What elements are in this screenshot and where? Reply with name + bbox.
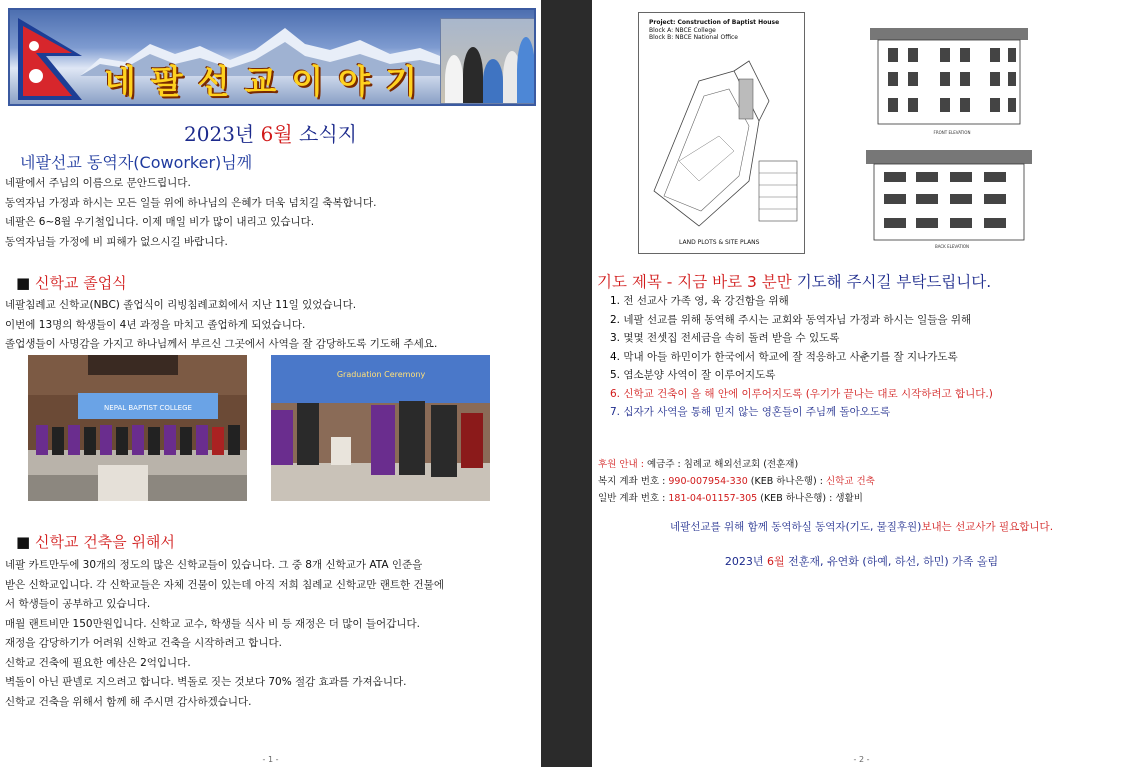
- graduation-line: 네팔침례교 신학교(NBC) 졸업식이 리빙침례교회에서 지난 11일 있었습니다.: [5, 299, 357, 311]
- account-line-2: [598, 490, 875, 507]
- prayer-item: 1. 전 선교사 가족 영, 육 강건함을 위해: [610, 295, 789, 307]
- prayer-item: 2. 네팔 선교를 위해 동역해 주시는 교회와 동역자님 가정과 하시는 일들을 위해: [610, 313, 972, 326]
- greeting-heading: 네팔선교 동역자(Coworker)님께: [20, 153, 253, 172]
- building-paragraph: [5, 556, 537, 712]
- nepal-flag-image: [16, 16, 88, 102]
- prayer-item-text: 십자가 사역을 통해 믿지 않는 영혼들이 주님께 돌아오도록: [623, 406, 891, 418]
- intro-paragraph: [5, 174, 537, 252]
- support-owner-line: [598, 456, 875, 473]
- newsletter-banner: [8, 8, 536, 106]
- prayer-item: 4. 막내 아들 하민이가 한국에서 학교에 잘 적응하고 사춘기를 잘 지나가도록: [610, 350, 958, 363]
- intro-line: 네팔은 6~8월 우기철입니다. 이제 매일 비가 많이 내리고 있습니다.: [5, 216, 315, 228]
- building-elevation-drawing: [860, 6, 1043, 258]
- account1-purpose: 신학교 건축: [825, 476, 875, 487]
- prayer-list: [610, 292, 993, 422]
- building-line: 벽돌이 아닌 판넬로 지으려고 합니다. 벽돌로 짓는 것보다 70% 절감 효과를 가져옵니다.: [5, 676, 407, 688]
- prayer-title-part-a: 기도 제목 - 지금 바로 3 분만: [597, 273, 792, 291]
- plan-block-a: Block A: NBCE College: [649, 27, 716, 34]
- monthly-month: 6월: [260, 122, 293, 146]
- plan-footer: LAND PLOTS & SITE PLANS: [679, 239, 760, 246]
- closing-part-b: 보내는 선교사가 필요합니다.: [921, 521, 1054, 533]
- graduation-line: 졸업생들이 사명감을 가지고 하나님께서 부르신 그곳에서 사역을 잘 감당하도록 기도해 주세요.: [5, 338, 438, 350]
- banner-title: 네팔선교이야기: [103, 62, 433, 101]
- graduation-line: 이번에 13명의 학생들이 4년 과정을 마치고 졸업하게 되었습니다.: [5, 318, 306, 331]
- site-plan-drawing: [638, 12, 805, 254]
- account2-label: 일반 계좌 번호 :: [598, 493, 666, 504]
- prayer-item: 3. 몇몇 전셋집 전세금을 속히 돌려 받을 수 있도록: [610, 332, 840, 344]
- monthly-suffix: 소식지: [299, 122, 357, 146]
- building-line: 신학교 건축을 위해서 함께 해 주시면 감사하겠습니다.: [5, 695, 252, 708]
- page-1: [0, 0, 541, 767]
- account-line-1: [598, 473, 875, 490]
- closing-message: [592, 519, 1131, 534]
- section-title: 신학교 건축을 위해서: [34, 533, 175, 551]
- building-line: 재정을 감당하기가 어려워 신학교 건축을 시작하려고 합니다.: [5, 637, 282, 649]
- elevation-label: BACK ELEVATION: [934, 244, 970, 249]
- plan-block-b: Block B: NBCE National Office: [649, 34, 738, 41]
- prayer-item-text: 전 선교사 가족 영, 육 강건함을 위해: [623, 295, 789, 307]
- elevation-label: FRONT ELEVATION: [933, 130, 971, 135]
- section-building-heading: [16, 531, 175, 552]
- signature-names: 전훈재, 유연화 (하예, 하선, 하민) 가족 올림: [788, 555, 999, 568]
- page-number: - 1 -: [262, 755, 279, 764]
- intro-line: 동역자님 가정과 하시는 모든 일들 위에 하나님의 은혜가 더욱 넘치길 축복합니다.: [5, 196, 377, 209]
- building-line: 서 학생들이 공부하고 있습니다.: [5, 598, 151, 610]
- building-line: 신학교 건축에 필요한 예산은 2억입니다.: [5, 656, 191, 669]
- monthly-year: 2023년: [184, 122, 255, 146]
- signature-month: 6월: [766, 555, 785, 568]
- page-number: - 2 -: [853, 755, 870, 764]
- section-graduation-heading: [16, 272, 127, 293]
- section-title: 신학교 졸업식: [34, 274, 127, 292]
- prayer-item-text: 막내 아들 하민이가 한국에서 학교에 잘 적응하고 사춘기를 잘 지나가도록: [623, 350, 958, 363]
- prayer-title-part-b: 기도해 주시길 부탁드립니다.: [796, 273, 992, 291]
- building-line: 네팔 카트만두에 30개의 정도의 많은 신학교들이 있습니다. 그 중 8개 신학교가 ATA 인준을: [5, 559, 423, 571]
- photo2-banner-text: Graduation Ceremony: [336, 370, 426, 379]
- prayer-item-text: 몇몇 전셋집 전세금을 속히 돌려 받을 수 있도록: [623, 332, 840, 344]
- prayer-item-text: 네팔 선교를 위해 동역해 주시는 교회와 동역자님 가정과 하시는 일들을 위해: [623, 313, 972, 326]
- account1-label: 복지 계좌 번호 :: [598, 476, 666, 487]
- support-info: [598, 456, 875, 507]
- newsletter-date-title: [0, 118, 541, 147]
- prayer-item: 5. 염소분양 사역이 잘 이루어지도록: [610, 369, 776, 381]
- photo1-banner-text: NEPAL BAPTIST COLLEGE: [104, 404, 192, 412]
- plan-title: Project: Construction of Baptist House: [649, 19, 780, 26]
- prayer-item: 7. 십자가 사역을 통해 믿지 않는 영혼들이 주님께 돌아오도록: [610, 406, 891, 418]
- account2-number: 181-04-01157-305: [668, 493, 758, 504]
- prayer-item-text: 신학교 건축이 올 해 안에 이루어지도록 (우기가 끝나는 대로 시작하려고 합니다.): [623, 387, 993, 400]
- support-owner: 예금주 : 침례교 해외선교회 (전훈재): [646, 459, 799, 470]
- square-bullet-icon: ■: [16, 533, 31, 551]
- graduation-photo-ceremony: [271, 355, 490, 501]
- prayer-topics-heading: [597, 270, 991, 292]
- building-line: 받은 신학교입니다. 각 신학교들은 자체 건물이 있는데 아직 저희 침례교 신학교만 랜트한 건물에: [5, 578, 444, 591]
- graduation-paragraph: [5, 296, 537, 355]
- graduation-photo-stage: [28, 355, 247, 501]
- page-2: [592, 0, 1131, 767]
- prayer-item-text: 염소분양 사역이 잘 이루어지도록: [623, 369, 776, 381]
- intro-line: 동역자님들 가정에 비 피해가 없으시길 바랍니다.: [5, 235, 228, 248]
- building-line: 매월 랜트비만 150만원입니다. 신학교 교수, 학생들 식사 비 등 재정은 더 많이 들어갑니다.: [5, 617, 420, 630]
- signature-line: [592, 553, 1131, 569]
- prayer-item: 6. 신학교 건축이 올 해 안에 이루어지도록 (우기가 끝나는 대로 시작하려고 합니다.): [610, 387, 993, 400]
- family-photo: [440, 18, 536, 104]
- closing-part-a: 네팔선교를 위해 함께 동역하실 동역자(기도, 물질후원): [669, 521, 922, 533]
- intro-line: 네팔에서 주님의 이름으로 문안드립니다.: [5, 177, 191, 189]
- account2-bank: (KEB 하나은행) : 생활비: [760, 493, 863, 504]
- account1-number: 990-007954-330: [668, 476, 748, 487]
- support-label: 후원 안내 :: [598, 459, 644, 470]
- square-bullet-icon: ■: [16, 274, 31, 292]
- account1-bank: (KEB 하나은행) :: [750, 476, 823, 487]
- signature-year: 2023년: [724, 555, 764, 568]
